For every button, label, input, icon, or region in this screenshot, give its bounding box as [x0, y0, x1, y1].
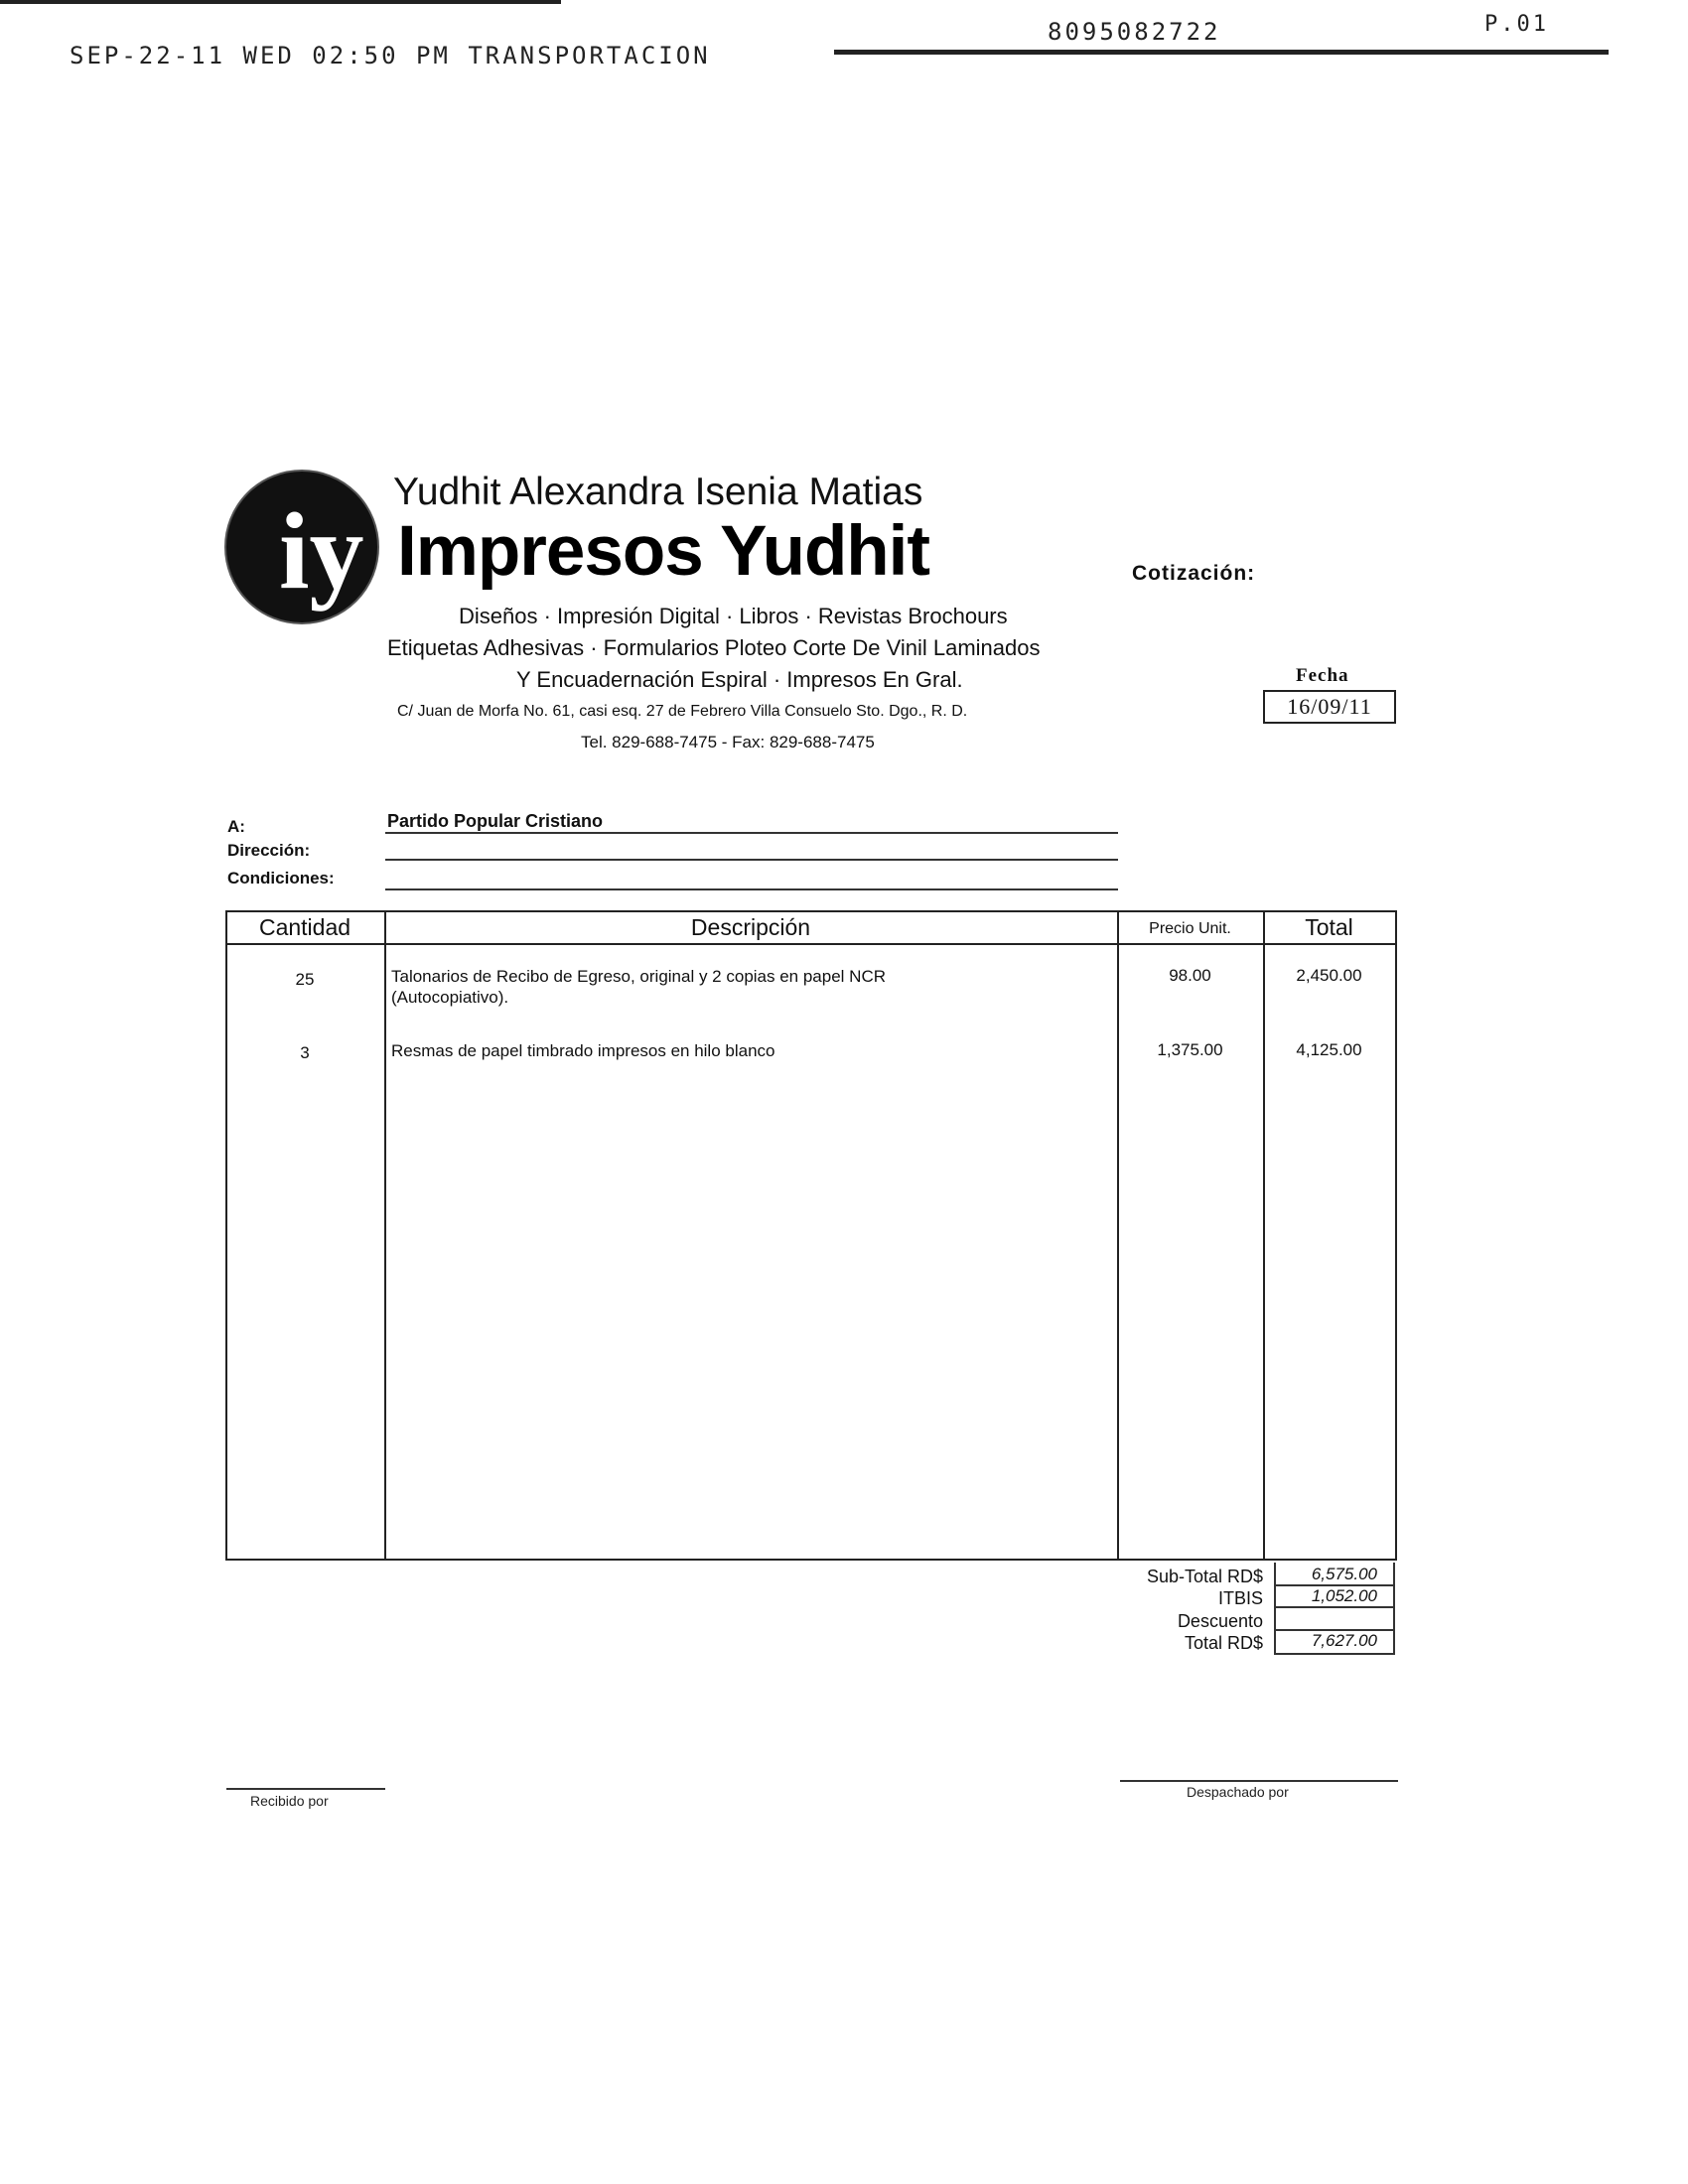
table-top-border — [225, 910, 1397, 912]
dispatched-signature-line — [1120, 1780, 1398, 1782]
conditions-underline — [385, 888, 1118, 890]
itbis-underline — [1274, 1606, 1395, 1608]
dispatched-by-label: Despachado por — [1187, 1784, 1289, 1800]
to-label: A: — [227, 817, 245, 836]
address-label: Dirección: — [227, 841, 311, 860]
services-line-1: Diseños · Impresión Digital · Libros · Revistas Brochours — [459, 604, 1008, 628]
itbis-value: 1,052.00 — [1311, 1586, 1377, 1605]
header-description: Descripción — [690, 914, 811, 940]
address-underline — [385, 859, 1118, 861]
total-underline — [1274, 1653, 1395, 1655]
client-underline — [385, 832, 1118, 834]
client-name: Partido Popular Cristiano — [387, 811, 604, 831]
fax-phone-number: 8095082722 — [1048, 18, 1221, 46]
conditions-label: Condiciones: — [227, 869, 335, 887]
table-divider-desc — [1117, 910, 1119, 1561]
company-address: C/ Juan de Morfa No. 61, casi esq. 27 de Febrero Villa Consuelo Sto. Dgo., R. D. — [397, 703, 968, 720]
date-label: Fecha — [1296, 665, 1349, 686]
totals-box-right — [1393, 1563, 1395, 1654]
table-header-border — [225, 943, 1397, 945]
document-title: Cotización: — [1132, 562, 1256, 585]
header-qty: Cantidad — [258, 914, 352, 940]
table-bottom-border — [225, 1559, 1397, 1561]
row-1-total: 2,450.00 — [1296, 966, 1362, 985]
company-owner: Yudhit Alexandra Isenia Matias — [393, 471, 923, 513]
company-phones: Tel. 829-688-7475 - Fax: 829-688-7475 — [581, 733, 875, 751]
company-name: Impresos Yudhit — [397, 512, 930, 591]
table-divider-price — [1263, 910, 1265, 1561]
total-label: Total RD$ — [1184, 1633, 1263, 1653]
row-1-unit-price: 98.00 — [1169, 966, 1211, 985]
received-signature-line — [226, 1788, 385, 1790]
total-value: 7,627.00 — [1311, 1631, 1377, 1650]
fax-header-rule — [834, 50, 1609, 55]
company-logo — [223, 469, 380, 625]
itbis-label: ITBIS — [1217, 1588, 1263, 1608]
services-line-2: Etiquetas Adhesivas · Formularios Ploteo Corte De Vinil Laminados — [387, 635, 1041, 660]
table-left-border — [225, 910, 227, 1561]
logo-letters: iy — [279, 490, 364, 612]
subtotal-value: 6,575.00 — [1311, 1565, 1377, 1583]
header-total: Total — [1305, 914, 1353, 940]
header-unit-price: Precio Unit. — [1149, 920, 1231, 937]
subtotal-label: Sub-Total RD$ — [1146, 1567, 1263, 1586]
row-1-qty: 25 — [295, 970, 315, 989]
fax-date-line: SEP-22-11 WED 02:50 PM TRANSPORTACION — [70, 42, 711, 69]
received-by-label: Recibido por — [250, 1793, 329, 1809]
items-table — [225, 910, 1397, 1561]
row-1-description: Talonarios de Recibo de Egreso, original y 2 copias en papel NCR (Autocopiativo). — [391, 967, 887, 1007]
row-2-unit-price: 1,375.00 — [1157, 1040, 1223, 1059]
totals-box-left — [1274, 1563, 1276, 1654]
fax-page-number: P.01 — [1484, 12, 1549, 37]
table-right-border — [1395, 910, 1397, 1561]
row-2-qty: 3 — [300, 1043, 310, 1062]
table-divider-qty — [384, 910, 386, 1561]
row-2-total: 4,125.00 — [1296, 1040, 1362, 1059]
row-2-description: Resmas de papel timbrado impresos en hilo blanco — [391, 1041, 775, 1060]
services-line-3: Y Encuadernación Espiral · Impresos En Gral. — [516, 667, 963, 692]
date-value: 16/09/11 — [1263, 690, 1396, 724]
fax-top-rule — [0, 0, 561, 4]
discount-label: Descuento — [1177, 1611, 1263, 1631]
